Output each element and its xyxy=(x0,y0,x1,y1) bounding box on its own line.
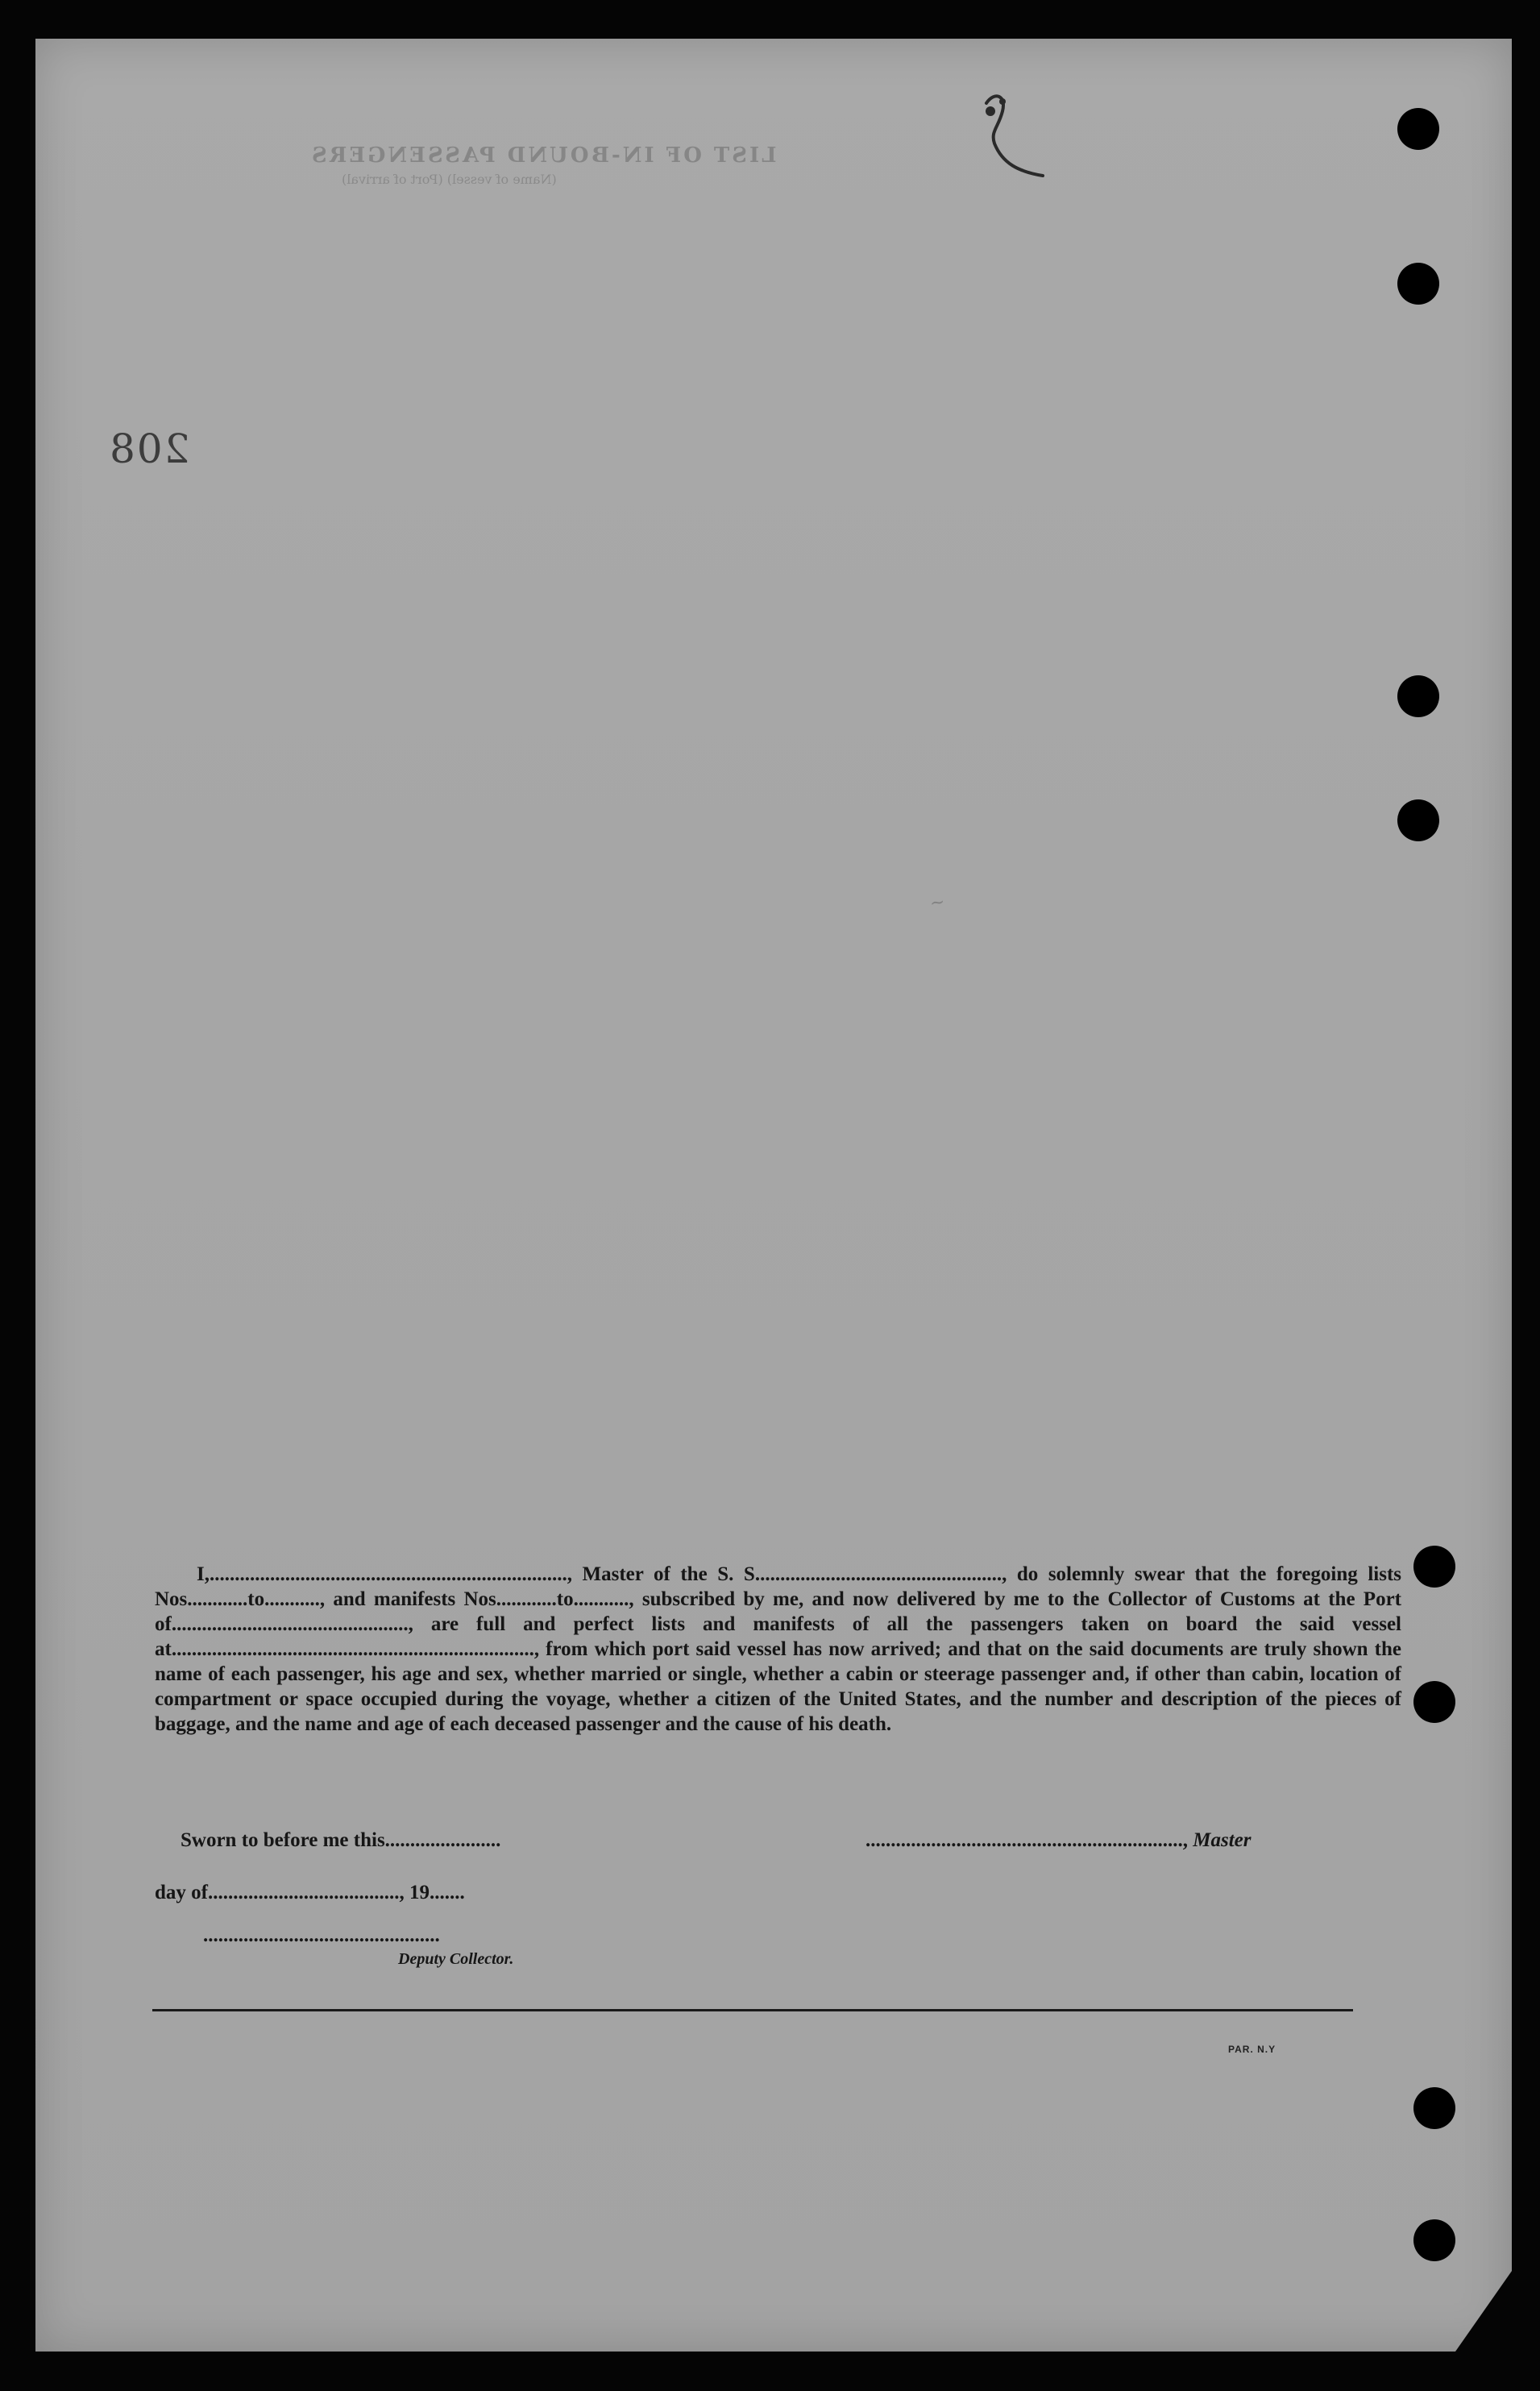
punch-hole xyxy=(1413,2219,1455,2261)
horizontal-rule xyxy=(152,2009,1353,2011)
bleed-through-header: LIST OF IN-BOUND PASSENGERS xyxy=(309,143,777,168)
day-line: day of......................................, 19....... xyxy=(155,1882,465,1903)
ink-smudge-mark xyxy=(970,87,1067,208)
punch-hole xyxy=(1397,108,1439,150)
master-signature-line xyxy=(865,1829,1251,1852)
sworn-line: Sworn to before me this....................... xyxy=(181,1829,501,1851)
torn-corner xyxy=(1455,2271,1512,2352)
document-page xyxy=(35,39,1512,2352)
punch-hole xyxy=(1413,1681,1455,1723)
punch-hole xyxy=(1397,675,1439,717)
deputy-signature-dots: ............................................... xyxy=(203,1924,440,1946)
faint-handwriting: ~ xyxy=(928,891,947,915)
master-oath-paragraph xyxy=(155,1562,1401,1737)
punch-hole xyxy=(1413,2087,1455,2129)
oath-text: I,......................................................................., Master of the S. S................................................., do solemnly swear that the foregoing lists Nos............to..........., and manifests Nos............to..........., subscribed by me, and now delivered by me to the Collector of Customs at the Port of..............................................., are full and perfect lists and manifests of all the passengers taken on board the said vessel at........................................................................, from which port said vessel has now arrived; and that on the said documents are truly shown the name of each passenger, his age and sex, whether married or single, whether a cabin or steerage passenger and, if other than cabin, location of compartment or space occupied during the voyage, whether a citizen of the United States, and the number and description of the pieces of baggage, and the name and age of each deceased passenger and the cause of his death. xyxy=(155,1563,1401,1735)
deputy-collector-label: Deputy Collector. xyxy=(398,1950,514,1968)
punch-hole xyxy=(1397,799,1439,841)
master-signature-dots: ..............................................................., xyxy=(865,1829,1188,1851)
punch-hole xyxy=(1413,1546,1455,1588)
bleed-through-subheader: (Name of vessel) (Port of arrival) xyxy=(342,172,557,187)
punch-hole xyxy=(1397,263,1439,305)
page-number: 208 xyxy=(108,425,190,472)
master-label: Master xyxy=(1193,1829,1252,1851)
printer-mark: PAR. N.Y xyxy=(1228,2044,1276,2055)
